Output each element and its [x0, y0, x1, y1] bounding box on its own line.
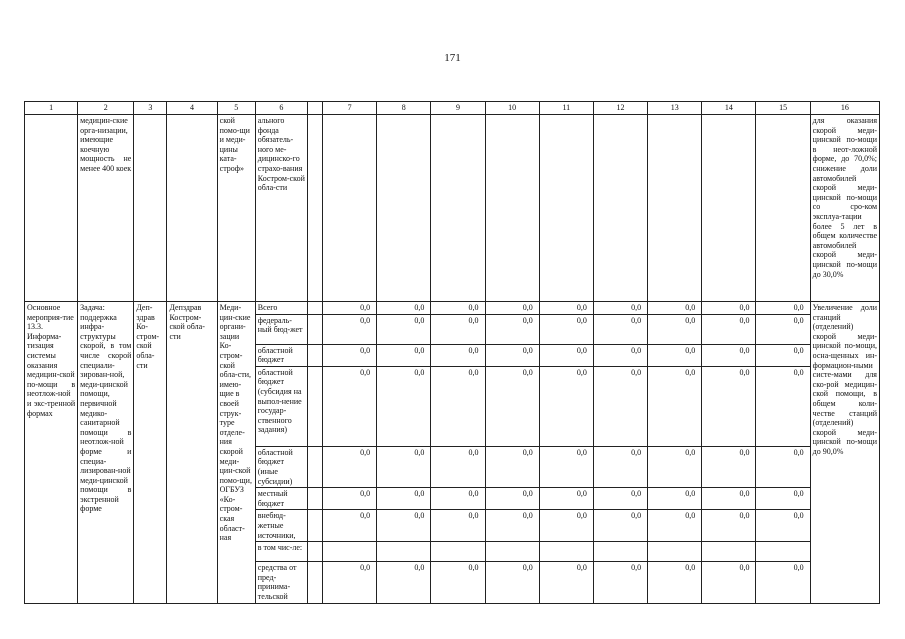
value-cell: 0,0: [431, 488, 485, 510]
value-cell: 0,0: [431, 344, 485, 366]
value-cell: 0,0: [322, 344, 376, 366]
value-cell: 0,0: [322, 510, 376, 542]
coexecutor: Депздрав Костром-ской обла-сти: [167, 302, 217, 604]
value-cell: 0,0: [431, 366, 485, 446]
value-cell: 0,0: [756, 510, 810, 542]
value-cell: 0,0: [648, 446, 702, 487]
value-cell: 0,0: [485, 488, 539, 510]
value-cell: 0,0: [593, 488, 647, 510]
value-cell: 0,0: [702, 314, 756, 344]
header-cell: 1: [25, 102, 78, 115]
value-cell: 0,0: [539, 314, 593, 344]
value-cell: 0,0: [593, 314, 647, 344]
value-cell: 0,0: [377, 344, 431, 366]
value-cell: 0,0: [756, 314, 810, 344]
value-cell: 0,0: [485, 562, 539, 603]
value-cell: 0,0: [322, 302, 376, 315]
value-cell: 0,0: [648, 344, 702, 366]
value-cell: 0,0: [322, 562, 376, 603]
value-cell: 0,0: [756, 302, 810, 315]
value-cell: 0,0: [648, 562, 702, 603]
value-cell: 0,0: [702, 510, 756, 542]
value-cell: 0,0: [539, 302, 593, 315]
value-cell: 0,0: [485, 510, 539, 542]
funding-source: Всего: [255, 302, 307, 315]
cont-col6: ального фонда обязатель-ного ме-дицинско-го страхо-вания Костром-ской обла-сти: [255, 115, 307, 302]
value-cell: 0,0: [431, 314, 485, 344]
value-cell: 0,0: [539, 510, 593, 542]
header-cell: 13: [648, 102, 702, 115]
continuation-row: [25, 115, 880, 302]
value-cell: 0,0: [702, 302, 756, 315]
header-cell: 7: [322, 102, 376, 115]
value-cell: 0,0: [539, 562, 593, 603]
cont-gap: [307, 115, 322, 302]
value-cell: 0,0: [539, 446, 593, 487]
value-cell: 0,0: [593, 366, 647, 446]
cont-col1: [25, 115, 78, 302]
value-cell: 0,0: [485, 366, 539, 446]
value-cell: 0,0: [322, 314, 376, 344]
value-cell: 0,0: [485, 302, 539, 315]
funding-source: федераль-ный бюд-жет: [255, 314, 307, 344]
value-cell: 0,0: [593, 302, 647, 315]
value-cell: 0,0: [648, 302, 702, 315]
header-cell: 8: [377, 102, 431, 115]
funding-source: средства от пред-принима-тельской: [255, 562, 307, 603]
value-cell: 0,0: [377, 488, 431, 510]
header-cell: 2: [78, 102, 134, 115]
value-cell: 0,0: [431, 446, 485, 487]
header-cell: 11: [539, 102, 593, 115]
value-cell: 0,0: [377, 446, 431, 487]
header-cell: 15: [756, 102, 810, 115]
cont-col5: ской помо-щи и меди-цины ката-строф»: [217, 115, 255, 302]
value-cell: 0,0: [756, 488, 810, 510]
value-cell: 0,0: [539, 344, 593, 366]
value-cell: 0,0: [322, 366, 376, 446]
expected-result: Увеличение доли станций (отделений) скорой меди-цинской по-мощи, осна-щенных ин-формацион-ными систе-мами для ско-рой медицин-ской помощи, в общем коли-честве станций (отделений) скорой меди-цинской по-мощи до 90,0%: [810, 302, 879, 604]
cont-col16: для оказания скорой меди-цинской по-мощи в неот-ложной форме, до 70,0%; снижение доли автомобилей скорой меди-цинской по-мощи со сро-ком эксплуа-тации более 5 лет в общем количестве автомобилей скорой меди-цинской по-мощи до 30,0%: [810, 115, 879, 302]
value-cell: 0,0: [431, 302, 485, 315]
header-cell: 16: [810, 102, 879, 115]
value-cell: 0,0: [702, 562, 756, 603]
value-cell: 0,0: [648, 366, 702, 446]
header-cell: 6: [255, 102, 307, 115]
header-gap: [307, 102, 322, 115]
header-cell: 10: [485, 102, 539, 115]
cont-col4: [167, 115, 217, 302]
header-cell: 5: [217, 102, 255, 115]
value-cell: 0,0: [431, 510, 485, 542]
value-cell: 0,0: [377, 562, 431, 603]
value-cell: 0,0: [756, 366, 810, 446]
value-cell: 0,0: [377, 314, 431, 344]
value-cell: 0,0: [485, 446, 539, 487]
value-cell: 0,0: [322, 446, 376, 487]
funding-source: в том чис-ле:: [255, 542, 307, 562]
responsible-executor: Деп-здрав Ко-стром-ской обла-сти: [134, 302, 167, 604]
table-row: [25, 302, 880, 315]
header-cell: 4: [167, 102, 217, 115]
value-cell: 0,0: [702, 488, 756, 510]
value-cell: 0,0: [756, 344, 810, 366]
value-cell: 0,0: [702, 366, 756, 446]
value-cell: 0,0: [322, 488, 376, 510]
value-cell: 0,0: [593, 446, 647, 487]
funding-source: местный бюджет: [255, 488, 307, 510]
header-cell: 14: [702, 102, 756, 115]
value-cell: 0,0: [702, 344, 756, 366]
funding-source: областной бюджет: [255, 344, 307, 366]
page-number: 171: [444, 52, 461, 64]
value-cell: 0,0: [539, 488, 593, 510]
participants: Меди-цин-ские органи-зации Ко-стром-ской обла-сти, имею-щие в своей струк-туре отделе-ния скорой меди-цин-ской помо-щи, ОГБУЗ «Ко-стром-ская област-ная: [217, 302, 255, 604]
funding-source: областной бюджет (субсидия на выпол-нение государ-ственного задания): [255, 366, 307, 446]
value-cell: 0,0: [377, 366, 431, 446]
value-cell: 0,0: [648, 314, 702, 344]
funding-source: внебюд-жетные источники,: [255, 510, 307, 542]
value-cell: 0,0: [756, 562, 810, 603]
value-cell: 0,0: [648, 510, 702, 542]
value-cell: 0,0: [756, 446, 810, 487]
cont-col3: [134, 115, 167, 302]
funding-source: областной бюджет (иные субсидии): [255, 446, 307, 487]
value-cell: 0,0: [593, 510, 647, 542]
value-cell: 0,0: [485, 314, 539, 344]
value-cell: 0,0: [431, 562, 485, 603]
header-cell: 3: [134, 102, 167, 115]
value-cell: 0,0: [593, 562, 647, 603]
activity-title: Основное мероприя-тие 13.3. Информа-тизация системы оказания медицин-ской по-мощи в неотлож-ной и экс-тренной формах: [25, 302, 78, 604]
value-cell: 0,0: [539, 366, 593, 446]
value-cell: 0,0: [485, 344, 539, 366]
header-row: [25, 102, 880, 115]
value-cell: 0,0: [702, 446, 756, 487]
header-cell: 12: [593, 102, 647, 115]
value-cell: 0,0: [648, 488, 702, 510]
value-cell: 0,0: [377, 510, 431, 542]
value-cell: 0,0: [377, 302, 431, 315]
header-cell: 9: [431, 102, 485, 115]
cont-col2: медицин-ские орга-низации, имеющие коечную мощность не менее 400 коек: [78, 115, 134, 302]
value-cell: 0,0: [593, 344, 647, 366]
program-table: [24, 101, 880, 604]
task-description: Задача: поддержка инфра-структуры скорой, в том числе скорой специали-зирован-ной, меди-цинской помощи, первичной медико-санитарной помощи в неотлож-ной форме и специа-лизирован-ной меди-цинской помощи в экстренной форме: [78, 302, 134, 604]
